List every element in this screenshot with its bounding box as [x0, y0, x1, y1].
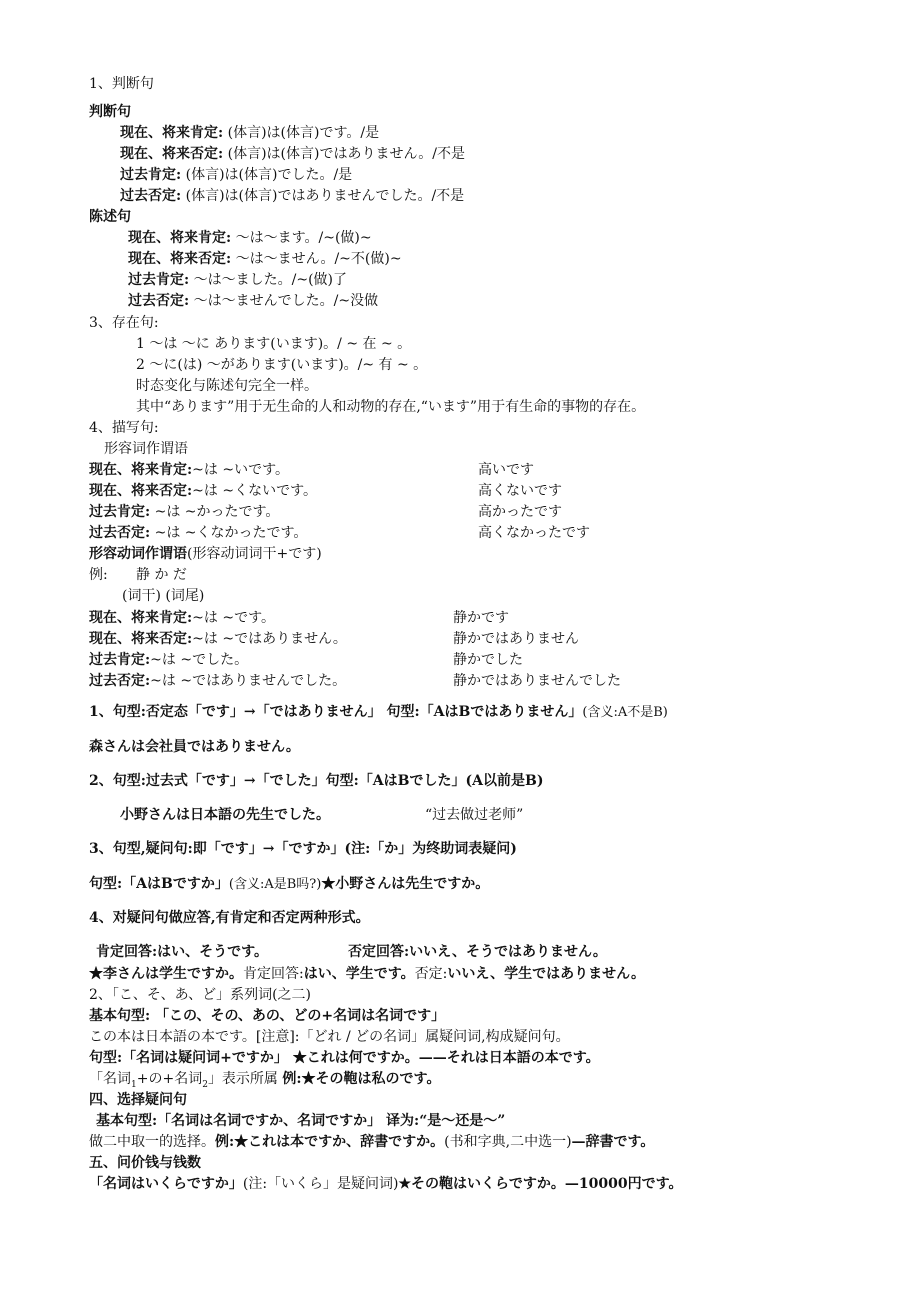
row-example: 高くないです [478, 483, 562, 499]
grammar-row [128, 292, 378, 310]
text-line: 2 ～に(は) ～があります(います)。/~ 有 ~ 。 [136, 357, 428, 373]
pattern-4: 4、对疑问句做应答,有肯定和否定两种形式。 [89, 910, 370, 926]
row-label: 过去否定: [128, 293, 190, 309]
section-title: 3、存在句: [89, 315, 159, 331]
row-example: 静かです [453, 610, 509, 626]
row-label: 过去肯定: [89, 652, 151, 668]
answer-example [89, 965, 645, 983]
row-label: 现在、将来否定: [89, 483, 193, 499]
row-pattern: ~は ~です。 [192, 610, 275, 626]
pattern-1 [89, 703, 668, 722]
row-pattern: ~は ~ではありません。 [192, 631, 347, 647]
row-example: 高かったです [478, 504, 562, 520]
pattern-3: 3、句型,疑问句:即「です」→「ですか」(注:「か」为终助词表疑问) [89, 841, 517, 857]
example-chars: 静 か だ [136, 567, 187, 583]
grammar-row [89, 503, 279, 521]
answer-yes: 肯定回答:はい、そうです。 [96, 944, 269, 960]
grammar-row [89, 651, 248, 669]
row-label: 过去否定: [89, 673, 151, 689]
row-text: (体言)は(体言)でした。/是 [181, 167, 353, 183]
row-example: 高いです [478, 462, 534, 478]
pattern-text: 句型:「AはBですか」 [89, 876, 229, 892]
na-note: (形容动词词干+です) [187, 546, 322, 562]
example-parts: (词干) (词尾) [122, 588, 205, 604]
basic-pattern: 基本句型:「名词は名词ですか、名词ですか」 译为:“是～还是～” [96, 1113, 506, 1129]
question-pattern: 句型:「名词は疑问词+ですか」 ★これは何ですか。——それは日本語の本です。 [89, 1050, 600, 1066]
row-pattern: ~は ~くなかったです。 [150, 525, 308, 541]
grammar-row [89, 461, 289, 479]
row-pattern: ~は ~いです。 [192, 462, 289, 478]
subsection-title: 形容词作谓语 [104, 441, 188, 457]
grammar-row [89, 672, 346, 690]
row-pattern: ~は ~くないです。 [192, 483, 317, 499]
no-answer: いいえ、学生ではありません。 [447, 966, 646, 982]
example-sentence: 森さんは会社員ではありません。 [89, 739, 300, 755]
example-sentence: 小野さんは日本語の先生でした。 [120, 807, 330, 823]
row-label: 过去否定: [89, 525, 151, 541]
row-pattern: ~は ~ではありませんでした。 [150, 673, 347, 689]
row-example: 静かではありませんでした [453, 673, 621, 689]
pattern-2: 2、句型:过去式「です」→「でした」句型:「AはBでした」(A以前是B) [89, 773, 544, 789]
price-b: (注:「いくら」是疑问词) [242, 1176, 399, 1192]
price-c: ★その鞄はいくらですか。—10000円です。 [398, 1176, 683, 1192]
example-sentence: ★小野さんは先生ですか。 [321, 876, 490, 892]
poss-c: 」表示所属 [207, 1071, 278, 1087]
example-question: ★李さんは学生ですか。 [89, 966, 243, 982]
row-label: 过去肯定: [89, 504, 151, 520]
choice-b: 例:★これは本ですか、辞書ですか。 [215, 1134, 445, 1150]
pattern-note: (含义:A是B吗?) [228, 877, 322, 892]
row-label: 现在、将来否定: [89, 631, 193, 647]
section-title: 2、「こ、そ、あ、ど」系列词(之二) [89, 987, 311, 1003]
row-label: 现在、将来肯定: [120, 125, 224, 141]
grammar-row [89, 524, 307, 542]
grammar-row [128, 250, 402, 268]
row-pattern: ~は ~かったです。 [150, 504, 280, 520]
pattern-note: (含义:A不是B) [582, 705, 668, 720]
row-label: 过去否定: [120, 188, 182, 204]
choice-line [89, 1133, 654, 1151]
text-line: 1 ～は ～に あります(います)。/ ~ 在 ~ 。 [136, 336, 412, 352]
choice-a: 做二中取一的选择。 [89, 1134, 215, 1150]
grammar-row [89, 630, 347, 648]
row-label: 现在、将来肯定: [89, 462, 193, 478]
basic-pattern: 基本句型: 「この、その、あの、どの+名词は名词です」 [89, 1008, 446, 1024]
poss-sub2: 2 [202, 1079, 208, 1090]
text-line: 其中“あります”用于无生命的人和动物的存在,“います”用于有生命的事物的存在。 [136, 399, 646, 415]
choice-c: (书和字典,二中选一) [444, 1134, 572, 1150]
row-text: (体言)は(体言)ではありません。/不是 [223, 146, 466, 162]
row-label: 现在、将来否定: [128, 251, 232, 267]
example-note: “过去做过老师” [425, 807, 524, 823]
row-text: ～は～ました。/~(做)了 [189, 272, 347, 288]
subsection-title: 判断句 [89, 104, 131, 120]
row-example: 静かではありません [453, 631, 579, 647]
yes-label: 肯定回答: [243, 966, 304, 982]
grammar-row [128, 229, 372, 247]
subsection-title: 陈述句 [89, 209, 131, 225]
row-label: 过去肯定: [128, 272, 190, 288]
grammar-row [120, 166, 352, 184]
yes-answer: はい、学生です。 [303, 966, 415, 982]
choice-d: —辞書です。 [571, 1134, 655, 1150]
grammar-row [120, 124, 379, 142]
poss-sub1: 1 [131, 1079, 137, 1090]
poss-a: 「名词 [89, 1071, 131, 1087]
grammar-row [89, 482, 317, 500]
row-example: 静かでした [453, 652, 523, 668]
na-title: 形容动词作谓语 [89, 546, 187, 562]
grammar-row [128, 271, 347, 289]
section-title: 四、选择疑问句 [89, 1092, 187, 1108]
section-title: 五、问价钱与钱数 [89, 1155, 201, 1171]
grammar-row [89, 609, 275, 627]
pattern-3-example [89, 875, 489, 894]
row-text: (体言)は(体言)ではありませんでした。/不是 [181, 188, 465, 204]
grammar-row [120, 145, 465, 163]
row-text: (体言)は(体言)です。/是 [223, 125, 380, 141]
text-line: 时态变化与陈述句完全一样。 [136, 378, 318, 394]
price-line [89, 1175, 683, 1193]
subsection-title [89, 545, 322, 563]
row-pattern: ~は ~でした。 [150, 652, 249, 668]
row-text: ～は～ます。/~(做)~ [231, 230, 372, 246]
text-line: この本は日本語の本です。[注意]:「どれ / どの名词」属疑问词,构成疑问句。 [89, 1029, 570, 1045]
row-text: ～は～ません。/~不(做)~ [231, 251, 402, 267]
answer-no: 否定回答:いいえ、そうではありません。 [348, 944, 607, 960]
poss-b: +の+名词 [136, 1071, 203, 1087]
row-label: 现在、将来肯定: [89, 610, 193, 626]
price-a: 「名词はいくらですか」 [89, 1176, 243, 1192]
row-label: 现在、将来否定: [120, 146, 224, 162]
row-example: 高くなかったです [478, 525, 590, 541]
row-label: 现在、将来肯定: [128, 230, 232, 246]
poss-example: 例:★その鞄は私のです。 [282, 1071, 441, 1087]
section-title: 1、判断句 [89, 76, 154, 92]
no-label: 否定: [414, 966, 448, 982]
pattern-text: 1、句型:否定态「です」→「ではありません」 句型:「AはBではありません」 [89, 704, 583, 720]
row-text: ～は～ませんでした。/~没做 [189, 293, 379, 309]
example-label: 例: [89, 567, 108, 583]
section-title: 4、描写句: [89, 420, 159, 436]
row-label: 过去肯定: [120, 167, 182, 183]
grammar-row [120, 187, 464, 205]
